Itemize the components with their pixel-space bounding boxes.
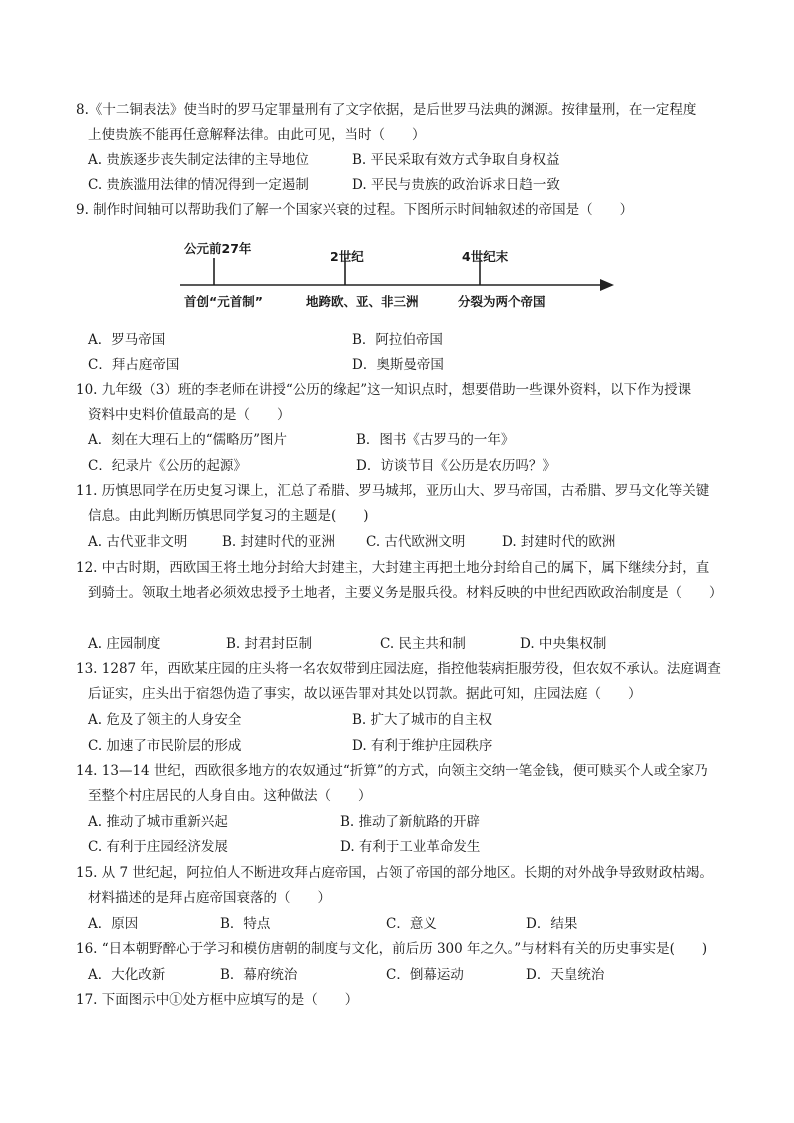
timeline-figure — [180, 236, 620, 312]
question-13-option-d: D. 有利于维护庄园秩序 — [352, 738, 493, 754]
question-9-stem-line-1: 9. 制作时间轴可以帮助我们了解一个国家兴衰的过程。下图所示时间轴叙述的帝国是（ ） — [76, 202, 634, 218]
timeline-point-2-event: 地跨欧、亚、非三洲 — [306, 294, 419, 309]
question-11-option-d: D. 封建时代的欧洲 — [502, 534, 616, 550]
question-9-option-d: D．奥斯曼帝国 — [352, 357, 444, 373]
timeline-point-2-date: 2世纪 — [330, 249, 364, 264]
question-12-stem-line-1: 12. 中古时期，西欧国王将土地分封给大封建主，大封建主再把土地分封给自己的属下，属下继续分封，直 — [76, 560, 710, 576]
question-14-option-d: D. 有利于工业革命发生 — [340, 839, 481, 855]
question-8-option-b: B. 平民采取有效方式争取自身权益 — [352, 152, 560, 168]
question-10-stem-line-2: 资料中史料价值最高的是（ ） — [88, 407, 291, 423]
question-15-stem-line-1: 15. 从 7 世纪起，阿拉伯人不断进攻拜占庭帝国，占领了帝国的部分地区。长期的对外战争导致财政枯竭。 — [76, 865, 713, 881]
question-13-option-b: B. 扩大了城市的自主权 — [352, 712, 493, 728]
question-14-stem-line-1: 14. 13—14 世纪，西欧很多地方的农奴通过“折算”的方式，向领主交纳一笔金钱，便可赎买个人或全家乃 — [76, 763, 708, 779]
question-8-option-c: C. 贵族滥用法律的情况得到一定遏制 — [88, 177, 309, 193]
question-9-option-a: A．罗马帝国 — [88, 332, 166, 348]
question-16-option-c: C．倒幕运动 — [386, 967, 464, 983]
question-10-stem-line-1: 10. 九年级（3）班的李老师在讲授“公历的缘起”这一知识点时，想要借助一些课外资料，以下作为授课 — [76, 382, 692, 398]
timeline-point-1-event: 首创“元首制” — [184, 294, 263, 309]
question-12-stem-line-2: 到骑士。领取土地者必须效忠授予土地者，主要义务是服兵役。材料反映的中世纪西欧政治制度是（ ） — [88, 585, 723, 601]
question-16-option-b: B．幕府统治 — [220, 967, 298, 983]
question-14-option-a: A. 推动了城市重新兴起 — [88, 814, 228, 830]
question-13-option-c: C. 加速了市民阶层的形成 — [88, 738, 242, 754]
timeline-arrowhead — [600, 279, 614, 291]
question-15-option-d: D．结果 — [526, 916, 578, 932]
question-8-stem-line-2: 上使贵族不能再任意解释法律。由此可见，当时（ ） — [88, 127, 426, 143]
question-9-option-b: B．阿拉伯帝国 — [352, 332, 443, 348]
question-13-option-a: A. 危及了领主的人身安全 — [88, 712, 242, 728]
question-12-option-c: C. 民主共和制 — [380, 636, 466, 652]
question-10-option-c: C．纪录片《公历的起源》 — [88, 458, 247, 474]
question-14-stem-line-2: 至整个村庄居民的人身自由。这种做法（ ） — [88, 788, 372, 804]
question-15-option-a: A．原因 — [88, 916, 139, 932]
question-8-option-d: D. 平民与贵族的政治诉求日趋一致 — [352, 177, 560, 193]
question-12-option-a: A. 庄园制度 — [88, 636, 161, 652]
question-17-stem-line-1: 17. 下面图示中①处方框中应填写的是（ ） — [76, 992, 359, 1008]
question-16-option-a: A．大化改新 — [88, 967, 166, 983]
question-11-stem-line-2: 信息。由此判断历慎思同学复习的主题是( ) — [88, 508, 369, 524]
question-15-option-c: C．意义 — [386, 916, 437, 932]
question-14-option-b: B. 推动了新航路的开辟 — [340, 814, 481, 830]
question-13-stem-line-1: 13. 1287 年，西欧某庄园的庄头将一名农奴带到庄园法庭，指控他装病拒服劳役，但农奴不承认。法庭调查 — [76, 661, 721, 677]
timeline-point-3-date: 4世纪末 — [462, 249, 509, 264]
question-14-option-c: C. 有利于庄园经济发展 — [88, 839, 228, 855]
question-10-option-d: D．访谈节目《公历是农历吗？》 — [356, 458, 556, 474]
question-12-option-d: D. 中央集权制 — [520, 636, 607, 652]
question-16-option-d: D．天皇统治 — [526, 967, 605, 983]
question-11-option-c: C. 古代欧洲文明 — [366, 534, 466, 550]
question-15-stem-line-2: 材料描述的是拜占庭帝国衰落的（ ） — [88, 890, 331, 906]
question-11-stem-line-1: 11. 历慎思同学在历史复习课上，汇总了希腊、罗马城邦，亚历山大、罗马帝国，古希腊、罗马文化等关键 — [76, 483, 710, 499]
question-8-stem-line-1: 8.《十二铜表法》使当时的罗马定罪量刑有了文字依据，是后世罗马法典的渊源。按律量刑，在一定程度 — [76, 102, 697, 118]
question-8-option-a: A. 贵族逐步丧失制定法律的主导地位 — [88, 152, 309, 168]
question-13-stem-line-2: 后证实，庄头出于宿怨伪造了事实，故以诬告罪对其处以罚款。据此可知，庄园法庭（ ） — [88, 686, 642, 702]
question-15-option-b: B．特点 — [220, 916, 271, 932]
question-11-option-b: B. 封建时代的亚洲 — [222, 534, 336, 550]
question-10-option-b: B．图书《古罗马的一年》 — [356, 432, 515, 448]
question-10-option-a: A．刻在大理石上的“儒略历”图片 — [88, 432, 288, 448]
timeline-point-3-event: 分裂为两个帝国 — [458, 294, 546, 309]
question-9-option-c: C．拜占庭帝国 — [88, 357, 180, 373]
question-12-option-b: B. 封君封臣制 — [226, 636, 313, 652]
question-11-option-a: A. 古代亚非文明 — [88, 534, 188, 550]
question-16-stem-line-1: 16. “日本朝野醉心于学习和模仿唐朝的制度与文化，前后历 300 年之久。”与材料有关的历史事实是( ) — [76, 941, 708, 957]
timeline-point-1-date: 公元前27年 — [184, 241, 252, 256]
